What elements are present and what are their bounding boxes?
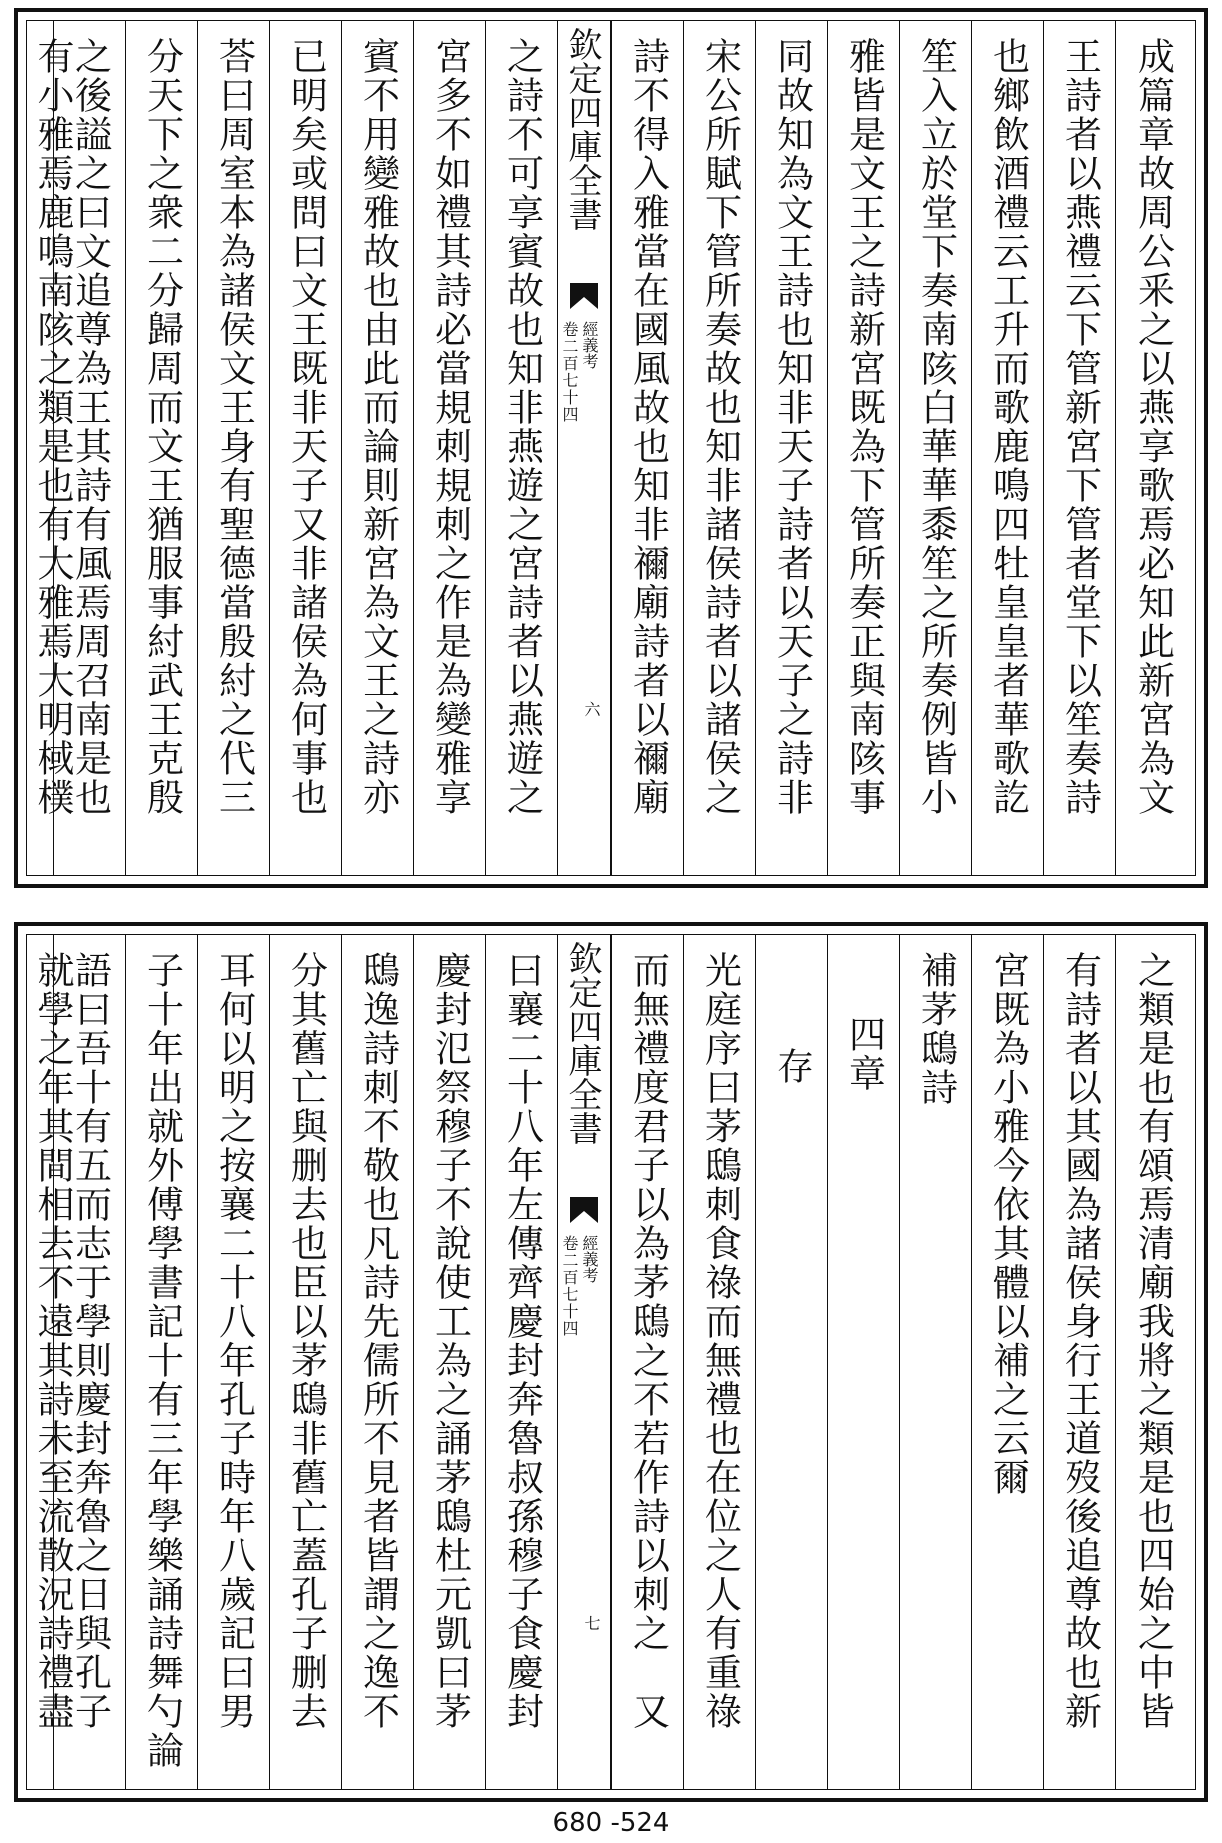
text-column [125, 21, 197, 875]
text-column [341, 935, 413, 1789]
column-text: 分天下之衆二分歸周而文王猶服事紂武王克殷 [140, 37, 184, 817]
series-title: 欽定四庫全書 [562, 941, 602, 1145]
volume-label: 卷二百七十四 [560, 1235, 579, 1337]
text-column [1115, 935, 1189, 1789]
text-column [269, 935, 341, 1789]
column-text: 已明矣或問曰文王既非天子又非諸侯為何事也 [284, 37, 328, 817]
text-column [1115, 21, 1189, 875]
column-text: 就學之年其間相去不遠其詩未至流散況詩禮盡 [31, 951, 74, 1731]
column-text: 語曰吾十有五而志于學則慶封奔魯之日與孔子 [68, 951, 112, 1731]
column-text: 慶封氾祭穆子不說使工為之誦茅鴟杜元凱曰茅 [428, 951, 472, 1731]
column-text: 宮多不如禮其詩必當規刺規刺之作是為變雅享 [428, 37, 472, 817]
column-text: 光庭序曰茅鴟刺食祿而無禮也在位之人有重祿 [698, 951, 742, 1731]
text-column [0, 935, 74, 1789]
work-title: 經義考 [580, 1235, 599, 1283]
heading-column [899, 935, 971, 1789]
top-page [14, 8, 1208, 888]
text-column [755, 21, 827, 875]
column-text: 耳何以明之按襄二十八年孔子時年八歲記曰男 [212, 951, 256, 1731]
column-text: 詩不得入雅當在國風故也知非禰廟詩者以禰廟 [626, 37, 670, 817]
column-text: 賓不用變雅故也由此而論則新宮為文王之詩亦 [356, 37, 400, 817]
column-text: 同故知為文王詩也知非天子詩者以天子之詩非 [770, 37, 814, 817]
column-text: 王詩者以燕禮云下管新宮下管者堂下以笙奏詩 [1058, 37, 1102, 817]
text-column [341, 21, 413, 875]
page-number: 六 [582, 701, 601, 717]
column-text: 荅曰周室本為諸侯文王身有聖德當殷紂之代三 [212, 37, 256, 817]
text-column [197, 21, 269, 875]
column-text: 宋公所賦下管所奏故也知非諸侯詩者以諸侯之 [698, 37, 742, 817]
heading-column [827, 935, 899, 1789]
volume-label: 卷二百七十四 [560, 321, 579, 423]
column-text: 有詩者以其國為諸侯身行王道歿後追尊故也新 [1058, 951, 1102, 1731]
column-text: 宮既為小雅今依其體以補之云爾 [986, 951, 1030, 1497]
column-text: 雅皆是文王之詩新宮既為下管所奏正與南陔事 [842, 37, 886, 817]
text-column [971, 21, 1043, 875]
text-column [485, 935, 557, 1789]
poem-heading: 補茅鴟詩 [914, 951, 958, 1107]
text-column [899, 21, 971, 875]
text-column [611, 21, 683, 875]
column-text: 子十年出就外傅學書記十有三年學樂誦詩舞勺論 [140, 951, 184, 1770]
text-column [1043, 935, 1115, 1789]
chapter-count: 四章 [842, 1015, 886, 1093]
text-column [413, 935, 485, 1789]
column-text: 之詩不可享賓故也知非燕遊之宮詩者以燕遊之 [500, 37, 544, 817]
text-column [683, 21, 755, 875]
text-column [1043, 21, 1115, 875]
center-fold [557, 935, 611, 1789]
fishtail-mark-icon [570, 1197, 598, 1223]
column-text: 笙入立於堂下奏南陔白華華黍笙之所奏例皆小 [914, 37, 958, 817]
bottom-page-frame [26, 934, 1196, 1790]
fishtail-mark-icon [570, 283, 598, 309]
column-text: 有小雅焉鹿鳴南陔之類是也有大雅焉大明棫樸 [31, 37, 74, 817]
status-note: 存 [770, 1047, 814, 1086]
page-number: 七 [582, 1615, 601, 1631]
bottom-page [14, 922, 1208, 1802]
column-text: 鴟逸詩刺不敬也凡詩先儒所不見者皆謂之逸不 [356, 951, 400, 1731]
work-title: 經義考 [580, 321, 599, 369]
series-title: 欽定四庫全書 [562, 27, 602, 231]
column-text: 分其舊亡與删去也臣以茅鴟非舊亡蓋孔子删去 [284, 951, 328, 1731]
column-text: 曰襄二十八年左傳齊慶封奔魯叔孫穆子食慶封 [500, 951, 544, 1731]
text-column [827, 21, 899, 875]
text-column [0, 21, 74, 875]
text-column [971, 935, 1043, 1789]
text-column [683, 935, 755, 1789]
column-text: 成篇章故周公釆之以燕享歌焉必知此新宮為文 [1131, 37, 1175, 817]
text-column [413, 21, 485, 875]
text-column [611, 935, 683, 1789]
text-column [269, 21, 341, 875]
column-text: 也鄉飲酒禮云工升而歌鹿鳴四牡皇皇者華歌訖 [986, 37, 1030, 817]
top-page-frame [26, 20, 1196, 876]
text-column [197, 935, 269, 1789]
text-column [485, 21, 557, 875]
text-column [125, 935, 197, 1789]
column-text: 之類是也有頌焉清廟我將之類是也四始之中皆 [1131, 951, 1175, 1731]
column-text: 之後謚之曰文追尊為王其詩有風焉周召南是也 [68, 37, 112, 817]
center-fold [557, 21, 611, 875]
page-code: 680 -524 [552, 1808, 670, 1838]
heading-column [755, 935, 827, 1789]
column-text: 而無禮度君子以為茅鴟之不若作詩以刺之 又 [626, 951, 670, 1731]
